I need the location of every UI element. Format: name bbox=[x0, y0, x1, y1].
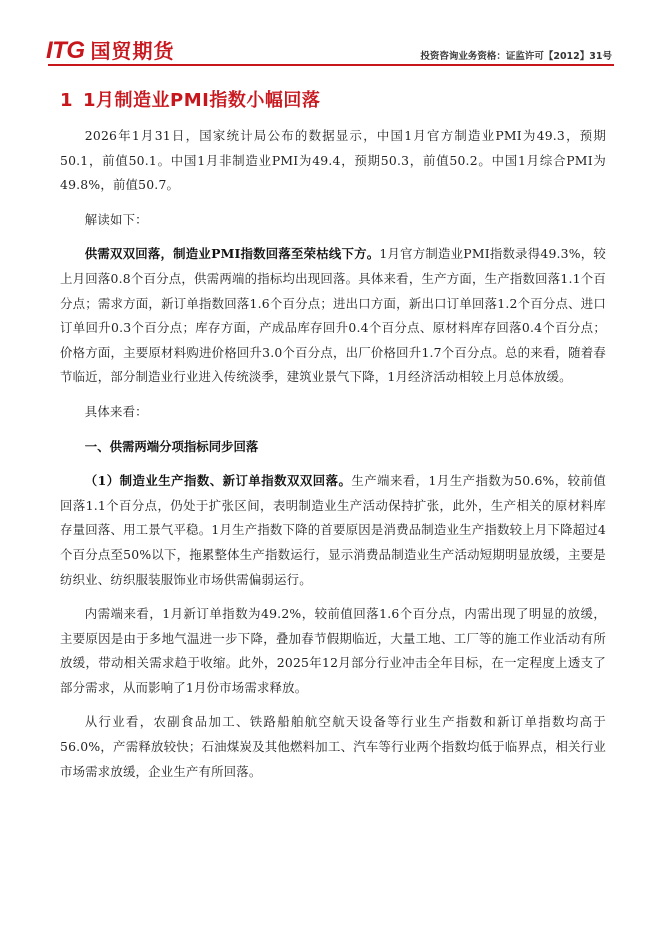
logo-itg-text: ITG bbox=[46, 37, 85, 64]
page-header bbox=[0, 0, 662, 70]
paragraph-intro: 解读如下： bbox=[84, 211, 148, 227]
summary-text: 1月官方制造业PMI指数录得49.3%，较上月回落0.8个百分点，供需两端的指标均出现回落。具体来看，生产方面，生产指数回落1.1个百分点；需求方面，新订单指数回落1.6个百分点；进出口方面，新出口订单回落1.2个百分点、进口订单回升0.3个百分点；库存方面，产成品库存回升0.4个百分点、原材料库存回落0.4个百分点；价格方面，主要原材料购进价格回升3.0个百分点，出厂价格回升1.7个百分点。总的来看，随着春节临近，部分制造业行业进入传统淡季，建筑业景气下降，1月经济活动相较上月总体放缓。 bbox=[60, 246, 606, 385]
paragraph-industry: 从行业看，农副食品加工、铁路船舶航空航天设备等行业生产指数和新订单指数均高于56.0%，产需释放较快；石油煤炭及其他燃料加工、汽车等行业两个指数均低于临界点，相关行业市场需求放缓，企业生产有所回落。 bbox=[60, 714, 606, 779]
paragraph-summary bbox=[60, 242, 606, 390]
paragraph-release: 2026年1月31日，国家统计局公布的数据显示，中国1月官方制造业PMI为49.3，预期50.1，前值50.1。中国1月非制造业PMI为49.4，预期50.3，前值50.2。中国1月综合PMI为49.8%，前值50.7。 bbox=[60, 128, 606, 193]
section-number: 1 bbox=[60, 90, 74, 111]
production-lead: （1）制造业生产指数、新订单指数双双回落。 bbox=[84, 473, 352, 489]
logo-company-name: 国贸期货 bbox=[90, 39, 175, 63]
document-body bbox=[60, 124, 606, 784]
subsection-heading: 一、供需两端分项指标同步回落 bbox=[84, 438, 259, 454]
summary-lead: 供需双双回落，制造业PMI指数回落至荣枯线下方。 bbox=[84, 246, 380, 262]
production-text: 生产端来看，1月生产指数为50.6%，较前值回落1.1个百分点，仍处于扩张区间，表明制造业生产活动保持扩张，此外，生产相关的原材料库存量回落、用工景气平稳。1月生产指数下降的首要原因是消费品制造业生产指数较上月下降超过4个百分点至50%以下，拖累整体生产指数运行，显示消费品制造业生产活动短期明显放缓，主要是纺织业、纺织服装服饰业市场供需偏弱运行。 bbox=[60, 473, 606, 587]
paragraph-production bbox=[60, 469, 606, 592]
section-title-text: 1月制造业PMI指数小幅回落 bbox=[83, 90, 321, 111]
paragraph-details-intro: 具体来看： bbox=[84, 403, 148, 419]
section-title bbox=[60, 86, 320, 112]
qualification-note: 投资咨询业务资格：证监许可【2012】31号 bbox=[420, 51, 612, 62]
itg-logo bbox=[46, 37, 175, 65]
header-divider bbox=[48, 64, 614, 66]
paragraph-demand: 内需端来看，1月新订单指数为49.2%，较前值回落1.6个百分点，内需出现了明显的放缓，主要原因是由于多地气温进一步下降，叠加春节假期临近，大量工地、工厂等的施工作业活动有所放缓，带动相关需求趋于收缩。此外，2025年12月部分行业冲击全年目标，在一定程度上透支了部分需求，从而影响了1月份市场需求释放。 bbox=[60, 606, 606, 695]
